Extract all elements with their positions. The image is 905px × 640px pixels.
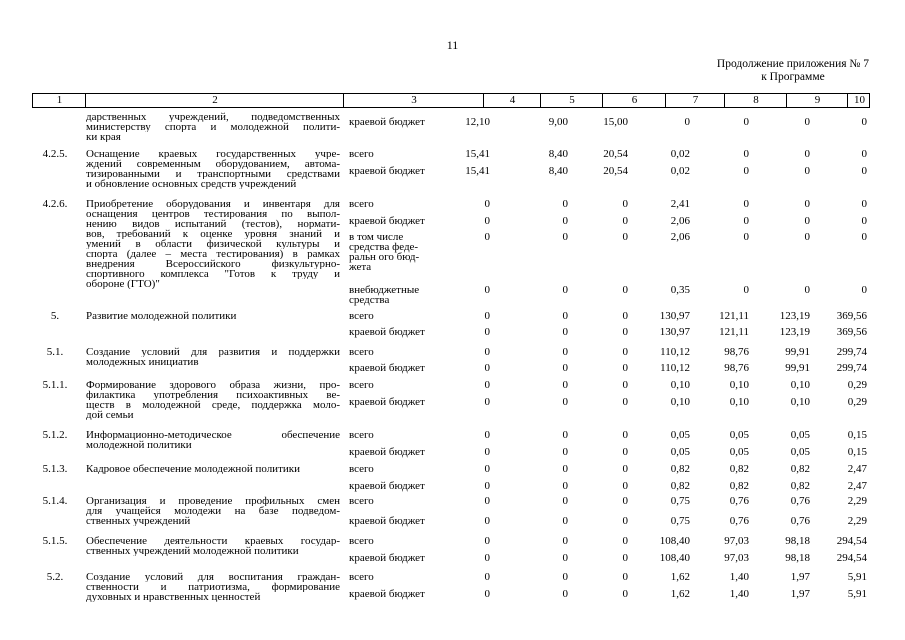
value-cell: 0,29: [847, 396, 867, 408]
value-cell: 2,47: [847, 463, 867, 475]
source-label: краевой бюджет: [349, 362, 425, 374]
value-cell: 294,54: [836, 535, 867, 547]
value-cell: 5,91: [847, 588, 867, 600]
value-cell: 0: [622, 446, 628, 458]
value-cell: 0: [861, 116, 867, 128]
row-code: 5.1.1.: [42, 379, 68, 391]
value-cell: 5,91: [847, 571, 867, 583]
value-cell: 0: [484, 535, 490, 547]
value-cell: 0: [562, 379, 568, 391]
value-cell: 0,75: [670, 515, 690, 527]
value-cell: 0,82: [670, 480, 690, 492]
row-name-line: обороне (ГТО)": [86, 279, 160, 289]
value-cell: 20,54: [603, 148, 628, 160]
value-cell: 0,10: [729, 379, 749, 391]
row-name-line: ки края: [86, 132, 121, 142]
value-cell: 0: [562, 231, 568, 243]
value-cell: 0: [622, 215, 628, 227]
value-cell: 0: [622, 588, 628, 600]
value-cell: 0: [484, 396, 490, 408]
value-cell: 0: [861, 148, 867, 160]
source-label: краевой бюджет: [349, 165, 425, 177]
value-cell: 108,40: [659, 535, 690, 547]
value-cell: 0,10: [790, 396, 810, 408]
value-cell: 299,74: [836, 346, 867, 358]
source-label: краевой бюджет: [349, 588, 425, 600]
source-label: краевой бюджет: [349, 215, 425, 227]
value-cell: 0: [484, 463, 490, 475]
value-cell: 0: [804, 165, 810, 177]
value-cell: 0: [622, 495, 628, 507]
value-cell: 0: [484, 379, 490, 391]
row-name-line: для учащейся молодежи на базе подведом-: [86, 506, 340, 516]
value-cell: 2,47: [847, 480, 867, 492]
value-cell: 0: [484, 310, 490, 322]
value-cell: 2,06: [670, 215, 690, 227]
row-name: [86, 430, 340, 450]
value-cell: 98,76: [724, 362, 749, 374]
value-cell: 0,05: [790, 429, 810, 441]
header-divider: [483, 94, 484, 107]
value-cell: 0: [562, 588, 568, 600]
row-name-line: внедрения Всероссийского физкультурно-: [86, 259, 340, 269]
value-cell: 0,82: [670, 463, 690, 475]
value-cell: 0: [562, 571, 568, 583]
header-cell-5: 5: [569, 94, 575, 106]
value-cell: 0: [622, 571, 628, 583]
value-cell: 1,40: [729, 588, 749, 600]
value-cell: 108,40: [659, 552, 690, 564]
source-label: всего: [349, 148, 374, 160]
source-label: краевой бюджет: [349, 326, 425, 338]
row-name-line: Информационно-методическое обеспечение: [86, 430, 340, 440]
value-cell: 0,29: [847, 379, 867, 391]
value-cell: 1,62: [670, 571, 690, 583]
row-name-line: дарственных учреждений, подведомственных: [86, 112, 340, 122]
row-name-line: Обеспечение деятельности краевых государ-: [86, 536, 340, 546]
header-cell-9: 9: [814, 94, 821, 106]
row-name-line: нению видов испытаний (тестов), нормати-: [86, 219, 340, 229]
row-name-line: Развитие молодежной политики: [86, 311, 237, 321]
value-cell: 294,54: [836, 552, 867, 564]
value-cell: 9,00: [548, 116, 568, 128]
value-cell: 121,11: [719, 310, 749, 322]
value-cell: 0,76: [790, 495, 810, 507]
value-cell: 0,10: [790, 379, 810, 391]
row-name-line: Создание условий для развития и поддержки: [86, 347, 340, 357]
source-label: всего: [349, 346, 374, 358]
value-cell: 99,91: [785, 362, 810, 374]
source-label: всего: [349, 198, 374, 210]
value-cell: 2,29: [847, 495, 867, 507]
value-cell: 0,02: [670, 165, 690, 177]
value-cell: 0: [562, 463, 568, 475]
value-cell: 0: [622, 480, 628, 492]
row-code: 5.2.: [46, 571, 64, 583]
value-cell: 0: [484, 215, 490, 227]
value-cell: 1,62: [670, 588, 690, 600]
value-cell: 0,05: [790, 446, 810, 458]
source-label: внебюджетные средства: [349, 284, 420, 306]
value-cell: 0: [484, 495, 490, 507]
value-cell: 130,97: [659, 310, 690, 322]
row-name: [86, 311, 340, 321]
source-label: всего: [349, 463, 374, 475]
value-cell: 0: [562, 429, 568, 441]
value-cell: 1,40: [729, 571, 749, 583]
row-name-line: ственных учреждений молодежной политики: [86, 546, 299, 556]
value-cell: 0: [562, 535, 568, 547]
value-cell: 0: [804, 215, 810, 227]
value-cell: 0,35: [670, 284, 690, 296]
value-cell: 0: [622, 552, 628, 564]
value-cell: 99,91: [785, 346, 810, 358]
value-cell: 0: [622, 231, 628, 243]
row-name: [86, 496, 340, 526]
value-cell: 2,29: [847, 515, 867, 527]
row-code: 5.1.5.: [42, 535, 68, 547]
value-cell: 0: [804, 148, 810, 160]
row-name: [86, 536, 340, 556]
header-cell-7: 7: [692, 94, 699, 106]
value-cell: 98,18: [785, 535, 810, 547]
row-name-line: молодежных инициатив: [86, 357, 199, 367]
header-divider: [85, 94, 86, 107]
source-label: краевой бюджет: [349, 552, 425, 564]
value-cell: 130,97: [659, 326, 690, 338]
value-cell: 0: [562, 215, 568, 227]
value-cell: 0: [562, 446, 568, 458]
header-cell-2: 2: [212, 94, 218, 106]
value-cell: 0,15: [847, 446, 867, 458]
source-label: краевой бюджет: [349, 116, 425, 128]
value-cell: 2,06: [670, 231, 690, 243]
value-cell: 0: [804, 198, 810, 210]
value-cell: 15,41: [465, 165, 490, 177]
value-cell: 110,12: [660, 362, 690, 374]
value-cell: 97,03: [724, 535, 749, 547]
value-cell: 0: [562, 346, 568, 358]
value-cell: 0,05: [670, 429, 690, 441]
row-name-line: тизированными и транспортными средствами: [86, 169, 340, 179]
header-cell-4: 4: [509, 94, 516, 106]
value-cell: 0: [861, 215, 867, 227]
row-name-line: спорта (далее – места тестирования) в рамках: [86, 249, 340, 259]
row-name-line: оснащения центров тестирования по выпол-: [86, 209, 340, 219]
row-name-line: Организация и проведение профильных смен: [86, 496, 340, 506]
value-cell: 0: [622, 535, 628, 547]
value-cell: 0: [562, 362, 568, 374]
value-cell: 0: [622, 310, 628, 322]
value-cell: 0,10: [670, 379, 690, 391]
row-name-line: вов, требований к оценке уровня знаний и: [86, 229, 340, 239]
value-cell: 0: [484, 429, 490, 441]
value-cell: 0,02: [670, 148, 690, 160]
row-name: [86, 572, 340, 602]
value-cell: 0: [562, 396, 568, 408]
value-cell: 299,74: [836, 362, 867, 374]
value-cell: 0: [484, 588, 490, 600]
value-cell: 0: [484, 515, 490, 527]
header-divider: [602, 94, 603, 107]
row-name-line: духовных и нравственных ценностей: [86, 592, 261, 602]
value-cell: 0: [622, 463, 628, 475]
value-cell: 0: [743, 198, 749, 210]
row-code: 5.1.2.: [42, 429, 68, 441]
value-cell: 369,56: [836, 326, 867, 338]
value-cell: 1,97: [790, 571, 810, 583]
value-cell: 0: [743, 148, 749, 160]
value-cell: 0: [562, 284, 568, 296]
header-divider: [724, 94, 725, 107]
value-cell: 0: [484, 326, 490, 338]
value-cell: 0,15: [847, 429, 867, 441]
row-name-line: ственных учреждений: [86, 516, 191, 526]
value-cell: 0: [804, 231, 810, 243]
value-cell: 0: [562, 198, 568, 210]
value-cell: 2,41: [670, 198, 690, 210]
header-divider: [847, 94, 848, 107]
header-divider: [665, 94, 666, 107]
value-cell: 0: [484, 346, 490, 358]
row-code: 4.2.6.: [42, 198, 68, 210]
row-name-line: ществ в молодежной среде, поддержка моло-: [86, 400, 340, 410]
value-cell: 0,05: [729, 446, 749, 458]
value-cell: 110,12: [660, 346, 690, 358]
source-label: всего: [349, 571, 374, 583]
value-cell: 0,05: [729, 429, 749, 441]
value-cell: 0,82: [729, 480, 749, 492]
value-cell: 0: [562, 552, 568, 564]
value-cell: 0: [562, 480, 568, 492]
value-cell: 0,76: [729, 495, 749, 507]
value-cell: 12,10: [465, 116, 490, 128]
row-name: [86, 112, 340, 142]
value-cell: 0,10: [729, 396, 749, 408]
row-name: [86, 199, 340, 289]
header-cell-1: 1: [56, 94, 63, 106]
value-cell: 0: [484, 446, 490, 458]
value-cell: 0: [861, 198, 867, 210]
source-label: краевой бюджет: [349, 396, 425, 408]
row-name-line: ждений современным оборудованием, автома-: [86, 159, 340, 169]
value-cell: 98,76: [724, 346, 749, 358]
header-divider: [540, 94, 541, 107]
value-cell: 123,19: [779, 326, 810, 338]
value-cell: 0: [484, 552, 490, 564]
header-cell-3: 3: [411, 94, 417, 106]
value-cell: 0: [861, 284, 867, 296]
value-cell: 0: [484, 231, 490, 243]
continuation-line-1: Продолжение приложения № 7: [716, 58, 869, 70]
value-cell: 0: [622, 515, 628, 527]
continuation-line-2: к Программе: [761, 71, 825, 83]
value-cell: 0: [484, 284, 490, 296]
header-divider: [343, 94, 344, 107]
value-cell: 0: [743, 215, 749, 227]
row-name-line: дой семьи: [86, 410, 134, 420]
row-name-line: и обновление основных средств учреждений: [86, 179, 297, 189]
value-cell: 0: [622, 429, 628, 441]
source-label: краевой бюджет: [349, 480, 425, 492]
value-cell: 0: [484, 362, 490, 374]
value-cell: 15,00: [603, 116, 628, 128]
row-name-line: министерству спорта и молодежной полити-: [86, 122, 340, 132]
header-cell-8: 8: [753, 94, 759, 106]
source-label: всего: [349, 310, 374, 322]
value-cell: 8,40: [548, 148, 568, 160]
value-cell: 0: [622, 379, 628, 391]
value-cell: 0: [562, 495, 568, 507]
value-cell: 20,54: [603, 165, 628, 177]
row-name: [86, 464, 340, 474]
value-cell: 0: [684, 116, 690, 128]
source-label: всего: [349, 429, 374, 441]
value-cell: 0: [484, 571, 490, 583]
value-cell: 0,75: [670, 495, 690, 507]
header-cell-6: 6: [631, 94, 638, 106]
value-cell: 0: [562, 326, 568, 338]
page-number: 11: [446, 38, 459, 52]
row-name-line: Кадровое обеспечение молодежной политики: [86, 464, 300, 474]
row-name-line: молодежной политики: [86, 440, 192, 450]
row-name-line: Формирование здорового образа жизни, про-: [86, 380, 340, 390]
row-name: [86, 347, 340, 367]
value-cell: 97,03: [724, 552, 749, 564]
value-cell: 0,05: [670, 446, 690, 458]
source-label: в том числе средства феде-ральн ого бюд-жета: [349, 231, 420, 273]
row-name-line: умений в области физической культуры и: [86, 239, 340, 249]
source-label: всего: [349, 379, 374, 391]
value-cell: 0: [743, 116, 749, 128]
value-cell: 0: [562, 515, 568, 527]
row-name-line: ственности и патриотизма, формирование: [86, 582, 340, 592]
value-cell: 0,82: [790, 480, 810, 492]
row-code: 5.: [50, 310, 60, 322]
row-code: 5.1.: [46, 346, 64, 358]
row-name-line: Оснащение краевых государственных учре-: [86, 149, 340, 159]
value-cell: 0,76: [790, 515, 810, 527]
row-code: 4.2.5.: [42, 148, 68, 160]
row-name: [86, 149, 340, 189]
value-cell: 0,76: [729, 515, 749, 527]
value-cell: 0: [622, 284, 628, 296]
value-cell: 0: [562, 310, 568, 322]
value-cell: 0: [861, 165, 867, 177]
row-code: 5.1.4.: [42, 495, 68, 507]
row-name-line: спортивного комплекса "Готов к труду и: [86, 269, 340, 279]
source-label: всего: [349, 535, 374, 547]
value-cell: 0: [484, 480, 490, 492]
value-cell: 1,97: [790, 588, 810, 600]
value-cell: 121,11: [719, 326, 749, 338]
table-header-row: [32, 93, 870, 108]
value-cell: 0: [622, 396, 628, 408]
value-cell: 98,18: [785, 552, 810, 564]
source-label: краевой бюджет: [349, 515, 425, 527]
header-cell-10: 10: [854, 94, 865, 106]
row-code: 5.1.3.: [42, 463, 68, 475]
value-cell: 0,10: [670, 396, 690, 408]
value-cell: 0,82: [790, 463, 810, 475]
value-cell: 0: [484, 198, 490, 210]
value-cell: 0: [622, 362, 628, 374]
value-cell: 0: [861, 231, 867, 243]
value-cell: 0: [743, 231, 749, 243]
source-label: всего: [349, 495, 374, 507]
value-cell: 0: [743, 165, 749, 177]
value-cell: 15,41: [465, 148, 490, 160]
row-name-line: филактика употребления психоактивных ве-: [86, 390, 340, 400]
source-label: краевой бюджет: [349, 446, 425, 458]
value-cell: 0: [622, 326, 628, 338]
row-name-line: Создание условий для воспитания граждан-: [86, 572, 340, 582]
value-cell: 0: [622, 198, 628, 210]
value-cell: 0: [804, 116, 810, 128]
value-cell: 0: [743, 284, 749, 296]
row-name: [86, 380, 340, 420]
header-divider: [786, 94, 787, 107]
value-cell: 369,56: [836, 310, 867, 322]
value-cell: 123,19: [779, 310, 810, 322]
value-cell: 0: [622, 346, 628, 358]
continuation-note: [717, 58, 869, 84]
value-cell: 8,40: [548, 165, 568, 177]
value-cell: 0,82: [729, 463, 749, 475]
value-cell: 0: [804, 284, 810, 296]
row-name-line: Приобретение оборудования и инвентаря для: [86, 199, 340, 209]
